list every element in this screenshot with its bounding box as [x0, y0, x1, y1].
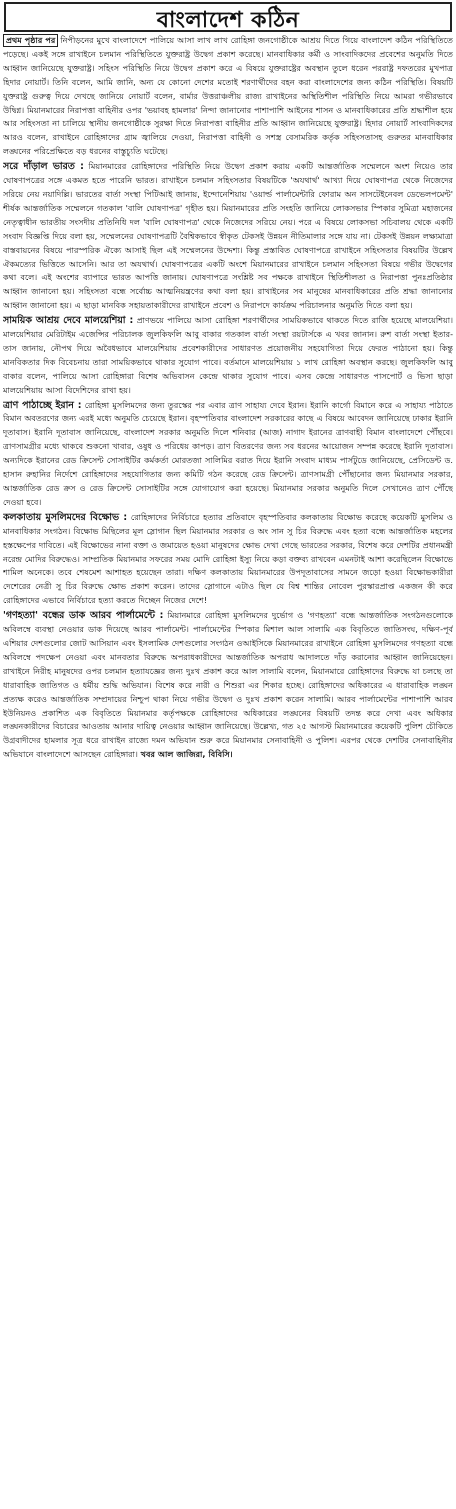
news-credit: খবর আল জাজিরা, বিবিসি। — [140, 749, 233, 760]
article-body — [3, 34, 453, 762]
subheading: কলকাতায় মুসলিমদের বিক্ষোভ : — [3, 511, 128, 523]
subheading: সরে দাঁড়াল ভারত : — [3, 161, 84, 173]
lead-tag: প্রথম পৃষ্ঠার পর — [3, 34, 58, 47]
paragraph-text: মিয়ানমারের রোহিঙ্গাদের পরিস্থিতি নিয়ে উদ্বেগ প্রকাশ করায় একটি আন্তর্জাতিক সম্মেলনে অংশ নিয়েও তার ঘোষণাপত্রের সঙ্গে একমত হতে পারেনি ভারত। রাখাইনে চলমান সহিংসতার বিষয়টিকে 'অযথার্থ' আখ্যা দিয়ে ঘোষণাপত্র থেকে নিজেদের সরিয়ে নেয় নয়াদিল্লি। ভারতের বার্তা সংস্থা পিটিআই জানায়, ইন্দোনেশিয়ায় 'ওয়ার্ল্ড পার্লামেন্টারি ফোরাম অন সাসটেইনেবল ডেভেলপমেন্ট' শীর্ষক আন্তর্জাতিক সম্মেলনে গতকাল 'বালি ঘোষণাপত্র' গৃহীত হয়। মিয়ানমারের প্রতি সংহতি জানিয়ে লোকসভার স্পিকার সুমিত্রা মহাজনের নেতৃত্বাধীন ভারতীয় সংসদীয় প্রতিনিধি দল 'বালি ঘোষণাপত্র' থেকে নিজেদের সরিয়ে নেয়। পরে এ বিষয়ে লোকসভা সচিবালয় থেকে একটি সংবাদ বিজ্ঞপ্তি দিয়ে বলা হয়, সম্মেলনের ঘোষণাপত্রটি বৈশ্বিকভাবে স্বীকৃত টেকসই উন্নয়ন নীতিমালার সঙ্গে যায় না। টেকসই উন্নয়ন লক্ষ্যমাত্রা বাস্তবায়নের বিষয়ে পারস্পরিক ঐক্যে আসাই ছিল এই সম্মেলনের উদ্দেশ্য। কিন্তু প্রস্তাবিত ঘোষণাপত্রে রাখাইনে সহিংসতার বিষয়টির উল্লেখ ঐকমত্যের ভিত্তিতে আসেনি। আর তা অযথার্থ। ঘোষণাপত্রের একটি অংশে মিয়ানমারের রাখাইনে চলমান সহিংসতা বিষয়ে গভীর উদ্বেগের কথা বলে। এই অংশের ব্যাপারে ভারত আপত্তি জানায়। ঘোষণাপত্রে সংশ্লিষ্ট সব পক্ষকে রাখাইনে স্থিতিশীলতা ও নিরাপত্তা পুনঃপ্রতিষ্ঠার আহ্বান জানানো হয়। সহিংসতা বন্ধে সর্বোচ্চ আত্মনিয়ন্ত্রণের কথা বলা হয়। রাখাইনের সব মানুষের মানবাধিকারের প্রতি শ্রদ্ধা জানানোর আহ্বান জানানো হয়। এ ছাড়া মানবিক সহায়তাকারীদের রাখাইনে প্রবেশ ও নিরাপদে কার্যক্রম পরিচালনার অনুমতি দিতে বলা হয়। — [3, 161, 453, 311]
paragraph-text: প্রাণভয়ে পালিয়ে আসা রোহিঙ্গা শরণার্থীদের সাময়িকভাবে থাকতে দিতে রাজি হয়েছে মালয়েশিয়া। মালয়েশিয়ার মেরিটাইম এজেন্সির পরিচালক জুলকিফলি আবু বাকার গতকাল বার্তা সংস্থা রয়টার্সকে এ খবর জানান। রুশ বার্তা সংস্থা ইতার-তাস জানায়, নৌপথ দিয়ে অবৈধভাবে মালয়েশিয়ায় প্রবেশকারীদের সাধারণত প্রয়োজনীয় সহযোগিতা দিয়ে ফেরত পাঠানো হয়। কিন্তু মানবিকতার দিক বিবেচনায় তারা সাময়িকভাবে থাকার সুযোগ পাবে। বর্তমানে মালয়েশিয়ায় ১ লাখ রোহিঙ্গা অবস্থান করছে। জুলকিফলি আবু বাকার বলেন, পালিয়ে আসা রোহিঙ্গারা বিশেষ অভিবাসন কেন্দ্রে থাকার সুযোগ পাবে। এসব কেন্দ্রে সাধারণত পাসপোর্ট ও ভিসা ছাড়া মালয়েশিয়ায় আসা বিদেশিদের রাখা হয়। — [3, 315, 453, 395]
subheading: ত্রাণ পাঠাচ্ছে ইরান : — [3, 399, 82, 411]
newspaper-page — [3, 2, 453, 1506]
subheading: সাময়িক আশ্রয় দেবে মালয়েশিয়া : — [3, 315, 134, 327]
paragraph-2 — [3, 160, 453, 313]
paragraph-6 — [3, 609, 453, 762]
paragraph-text: রোহিঙ্গাদের নির্বিচারে হত্যার প্রতিবাদে বৃহস্পতিবার কলকাতায় বিক্ষোভ করেছে কয়েকটি মুসলিম ও মানবাধিকার সংগঠন। বিক্ষোভ মিছিলের মূল স্লোগান ছিল মিয়ানমার সরকার ও অং সান সু চির বিরুদ্ধে এবং হত্যা বন্ধে আন্তর্জাতিক মহলের হস্তক্ষেপের দাবিতে। এই বিক্ষোভের নানা বক্তা ও জমায়েত হওয়া মানুষদের ক্ষোভ দেখা গেছে ভারতের সরকার, বিশেষ করে দেশটির প্রধানমন্ত্রী নরেন্দ্র মোদির বিরুদ্ধেও। সাম্প্রতিক মিয়ানমার সফরের সময় মোদি রোহিঙ্গা ইস্যু নিয়ে কড়া বক্তব্য রাখবেন এমনটাই আশা করেছিলেন বিক্ষোভে শামিল অনেকে। তবে শেষমেশ আশাহত হয়েছেন তারা। দক্ষিণ কলকাতায় মিয়ানমারের উপদূতাবাসের সামনে জড়ো হওয়া বিক্ষোভকারীরা দেশেরের নেত্রী সু চির বিরুদ্ধে ক্ষোভ প্রকাশ করেন। তাদের স্লোগানে এটাও ছিল যে বিশ্ব শান্তির নোবেল পুরস্কারপ্রাপ্ত একজন কী করে রোহিঙ্গাদের এভাবে নির্বিচারে হত্যা করতে দিচ্ছেন নিজের দেশে! — [3, 511, 453, 606]
paragraph-text: রোহিঙ্গা মুসলিমদের জন্য তুরস্কের পর এবার ত্রাণ সাহায্য দেবে ইরান। ইরানি কার্গো বিমানে করে এ সাহায্য পাঠাতে বিমান অবতরণের জন্য এরই মধ্যে অনুমতি চেয়েছে ইরান। বৃহস্পতিবার বাংলাদেশ সরকারের কাছে এ বিষয়ে আবেদন জানিয়েছে ঢাকার ইরানি দূতাবাস। ইরানি দূতাবাস জানিয়েছে, বাংলাদেশ সরকার অনুমতি দিলে শনিবার (আজ) নাগাদ ইরানের ত্রাণবাহী বিমান বাংলাদেশে পৌঁছবে। ত্রাণসামগ্রীর মধ্যে থাকবে শুকনো খাবার, ওষুধ ও পরিধেয় কাপড়। ত্রাণ বিতরণের জন্য সব ধরনের আয়োজন সম্পন্ন করেছে ইরানি দূতাবাস। অন্যদিকে ইরানের রেড ক্রিসেন্ট সোসাইটির কর্মকর্তা মোরতজা সালিমির বরাত দিয়ে ইরানি সংবাদ মাধ্যম পার্সটুডে জানিয়েছে, প্রেসিডেন্ট ড. হাসান রুহানির নির্দেশে রোহিঙ্গাদের সহযোগিতার জন্য কমিটি গঠন করেছে রেড ক্রিসেন্ট। ত্রাণসামগ্রী পৌঁছানোর জন্য মিয়ানমার সরকার, আন্তর্জাতিক রেড ক্রস ও রেড ক্রিসেন্ট সোসাইটির সঙ্গে যোগাযোগ করা হয়েছে। মিয়ানমার সরকার অনুমতি দিলে সেখানেও ত্রাণ পৌঁছে দেওয়া হবে। — [3, 399, 453, 507]
paragraph-text: মিয়ানমারে রোহিঙ্গা মুসলিমদের দুর্ভোগ ও 'গণহত্যা' বন্ধে আন্তর্জাতিক সংগঠনগুলোকে অবিলম্বে ব্যবস্থা নেওয়ার ডাক দিয়েছে আরব পার্লামেন্ট। পার্লামেন্টের স্পিকার মিশাল আল সালামি এক বিবৃতিতে জাতিসংঘ, দক্ষিণ-পূর্ব এশিয়ার দেশগুলোর জোট আসিয়ান এবং ইসলামিক দেশগুলোর সংগঠন ওআইসিকে মিয়ানমারের রাখাইনে রোহিঙ্গা মুসলিমদের গণহত্যা বন্ধে অবিলম্বে পদক্ষেপ নেওয়া এবং মানবতার বিরুদ্ধে অপরাধকারীদের আন্তর্জাতিক অপরাধ আদালতে দাঁড় করানোর আহ্বান জানিয়েছেন। রাখাইনে নিরীহ মানুষদের ওপর চলমান হত্যাযজ্ঞের জন্য দুঃখ প্রকাশ করে আল সালামি বলেন, মিয়ানমারে রোহিঙ্গাদের বিরুদ্ধে যা চলছে তা ধারাবাহিক জাতিগত ও ধর্মীয় শুদ্ধি অভিযান। বিশেষ করে নারী ও শিশুরা এর শিকার হচ্ছে। রোহিঙ্গাদের অধিকারের এ ধারাবাহিক লঙ্ঘন প্রত্যক্ষ করেও আন্তর্জাতিক সম্প্রদায়ের নিশ্চুপ থাকা নিয়ে গভীর উদ্বেগ ও দুঃখ প্রকাশ করেন সালামি। আরব পার্লামেন্টের পাশাপাশি আরব ইউনিয়নও প্রকাশিত এক বিবৃতিতে মিয়ানমার কর্তৃপক্ষকে রোহিঙ্গাদের অধিকারের লঙ্ঘনের বিষয়টি তদন্ত করে দেখা এবং অধিকার লঙ্ঘনকারীদের বিচারের আওতায় আনার দায়িত্ব নেওয়ার আহ্বান জানিয়েছে। উল্লেখ্য, গত ২৫ আগস্ট মিয়ানমারের কয়েকটি পুলিশ চৌকিতে উগ্রবাদীদের হামলার সূত্র ধরে রাখাইন রাজ্যে দমন অভিযান শুরু করে মিয়ানমার সেনাবাহিনী ও পুলিশ। এরপর থেকে দেশটির সেনাবাহিনীর অভিযানে বাংলাদেশে আসছেন রোহিঙ্গারা। — [3, 610, 453, 760]
paragraph-5 — [3, 511, 453, 608]
paragraph-4 — [3, 399, 453, 510]
paragraph-text: নিপীড়নের মুখে বাংলাদেশে পালিয়ে আসা লাখ লাখ রোহিঙ্গা জনগোষ্ঠীকে আশ্রয় দিতে গিয়ে বাংলাদেশ কঠিন পরিস্থিতিতে পড়েছে। একই সঙ্গে রাখাইনে চলমান পরিস্থিতিতে যুক্তরাষ্ট্র উদ্বেগ প্রকাশ করেছে। মানবাধিকার কর্মী ও সাংবাদিকদের প্রবেশের অনুমতি দিতে আহ্বান জানিয়েছে যুক্তরাষ্ট্র। সহিংস পরিস্থিতি নিয়ে উদ্বেগ প্রকাশ করে এ বিষয়ে যুক্তরাষ্ট্রের অবস্থান তুলে ধরেন পররাষ্ট্র দফতরের মুখপাত্র হিদার নোয়ার্ট। তিনি বলেন, আমি জানি, অন্য যে কোনো দেশের মতোই শরণার্থীদের বহন করা বাংলাদেশের জন্য কঠিন পরিস্থিতি। বিষয়টি যুক্তরাষ্ট্র গুরুত্ব দিয়ে দেখছে জানিয়ে নোয়ার্ট বলেন, বার্মার উত্তরাঞ্চলীয় রাজ্য রাখাইনের অস্থিতিশীল পরিস্থিতি নিয়ে আমরা গভীরভাবে উদ্বিগ্ন। মিয়ানমারের নিরাপত্তা বাহিনীর ওপর 'ভয়াবহ হামলার' নিন্দা জানানোর পাশাপাশি আইনের শাসন ও মানবাধিকারের প্রতি শ্রদ্ধাশীল হয়ে আর সহিংসতা না চালিয়ে স্থানীয় জনগোষ্ঠীকে সুরক্ষা দিতে নিরাপত্তা বাহিনীর প্রতি আহ্বান জানিয়েছে যুক্তরাষ্ট্র। হিদার নোয়ার্ট সাংবাদিকদের আরও বলেন, রাখাইনে রোহিঙ্গাদের গ্রাম জ্বালিয়ে দেওয়া, নিরাপত্তা বাহিনী ও সশস্ত্র বেসামরিক কর্তৃক সহিংসতাসহ গুরুতর মানবাধিকার লঙ্ঘনের পরিপ্রেক্ষিতে বড় ধরনের বাস্তুচ্যুতি ঘটেছে। — [3, 35, 453, 157]
paragraph-1 — [3, 34, 453, 159]
headline: বাংলাদেশ কঠিন — [4, 2, 452, 32]
subheading: 'গণহত্যা' বন্ধের ডাক আরব পার্লামেন্টে : — [3, 610, 164, 622]
paragraph-3 — [3, 314, 453, 397]
